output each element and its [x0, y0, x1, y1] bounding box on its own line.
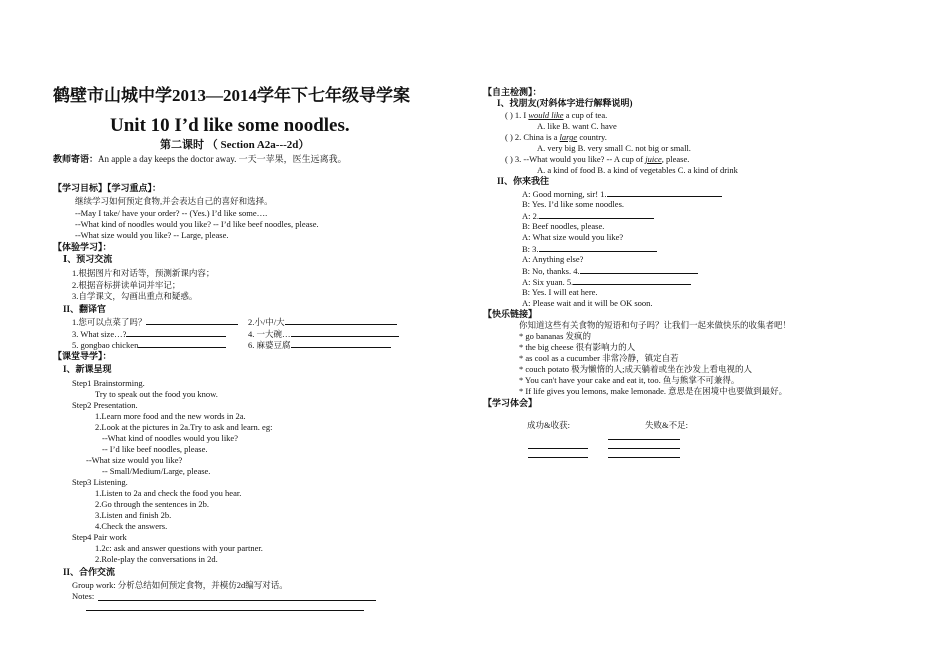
- translate-item: [72, 316, 238, 328]
- happy-item: * the big cheese 很有影响力的人: [519, 342, 636, 352]
- dialogue-line: B: Yes. I will eat here.: [522, 287, 598, 297]
- step-line: 3.Listen and finish 2b.: [95, 510, 172, 520]
- dialogue-line: A: Six yuan. 5.: [522, 276, 691, 288]
- reflection-header: 【学习体会】: [483, 398, 538, 408]
- step-line: 2.Go through the sentences in 2b.: [95, 499, 210, 509]
- answer-blank[interactable]: [291, 339, 391, 348]
- answer-blank[interactable]: [285, 316, 397, 325]
- you-come-header: II、你来我往: [497, 176, 550, 186]
- preview-item: 2.根据音标拼读单词并牢记；: [72, 280, 181, 290]
- answer-blank[interactable]: [607, 188, 722, 197]
- goal-line: --What kind of noodles would you like? -- I’d like beef noodles, please.: [75, 219, 319, 229]
- happy-item: * You can't have your cake and eat it, too. 鱼与熊掌不可兼得。: [519, 375, 740, 385]
- success-label: 成功&收获:: [527, 420, 570, 430]
- selfcheck-header: 【自主检测】：: [483, 87, 542, 97]
- dialogue-line: A: What size would you like?: [522, 232, 624, 242]
- step-line: 2.Role-play the conversations in 2d.: [95, 554, 218, 564]
- step-line: 1.Listen to 2a and check the food you hear.: [95, 488, 242, 498]
- step-line: --What size would you like?: [86, 455, 183, 465]
- dialogue-line: A: Please wait and it will be OK soon.: [522, 298, 653, 308]
- step-line: --What kind of noodles would you like?: [102, 433, 238, 443]
- failure-label: 失败&不足:: [645, 420, 688, 430]
- question-item: [505, 132, 607, 143]
- dialogue-line: B: Beef noodles, please.: [522, 221, 605, 231]
- dialogue-line: A: 2.: [522, 210, 654, 222]
- goal-line: 继续学习如何预定食物,并会表达自己的喜好和选择。: [75, 196, 273, 206]
- experience-header: 【体验学习】：: [53, 242, 112, 252]
- answer-blank[interactable]: [138, 339, 226, 348]
- success-line[interactable]: [528, 448, 588, 449]
- question-stem-end: a cup of tea.: [563, 110, 608, 120]
- dialogue-line: A: Good morning, sir! 1.: [522, 188, 722, 200]
- step-line: 1.Learn more food and the new words in 2a.: [95, 411, 246, 421]
- dialogue-line: B: Yes. I’d like some noodles.: [522, 199, 624, 209]
- step-line: Step1 Brainstorming.: [72, 378, 145, 388]
- translate-item: [72, 339, 226, 351]
- lesson-subtitle: 第二课时 （ Section A2a---2d）: [160, 139, 310, 151]
- step-line: 1.2c: ask and answer questions with your partner.: [95, 543, 263, 553]
- translate-prompt: 2.小/中/大: [248, 317, 285, 327]
- happy-item: * go bananas 发疯的: [519, 331, 592, 341]
- translate-prompt: 6. 麻婆豆腐: [248, 340, 291, 350]
- question-keyword: large: [559, 132, 578, 142]
- failure-line[interactable]: [608, 457, 680, 458]
- question-options: A. a kind of food B. a kind of vegetables C. a kind of drink: [537, 165, 738, 175]
- question-keyword: juice: [645, 154, 662, 164]
- teacher-message: [53, 154, 347, 165]
- preview-header: Ⅰ、预习交流: [63, 254, 113, 264]
- goal-line: --May I take/ have your order? -- (Yes.) I’d like some….: [75, 208, 268, 218]
- group-work: Group work: 分析总结如何预定食物，并模仿2d编写对话。: [72, 580, 288, 590]
- notes-line[interactable]: [86, 610, 364, 611]
- goal-line: --What size would you like? -- Large, please.: [75, 230, 229, 240]
- step-line: -- I’d like beef noodles, please.: [102, 444, 208, 454]
- question-item: [505, 154, 689, 165]
- question-stem: ( ) 1. I: [505, 110, 529, 120]
- step-line: -- Small/Medium/Large, please.: [102, 466, 211, 476]
- question-stem-end: , please.: [661, 154, 690, 164]
- question-item: [505, 110, 607, 121]
- question-options: A. like B. want C. have: [537, 121, 617, 131]
- friends-header: I、找朋友(对斜体字进行解释说明): [497, 98, 633, 108]
- answer-blank[interactable]: [126, 328, 226, 337]
- step-line: Step4 Pair work: [72, 532, 127, 542]
- step-line: Step3 Listening.: [72, 477, 128, 487]
- translate-item: [248, 339, 391, 351]
- new-lesson-header: I、新课呈现: [63, 364, 112, 374]
- unit-title: Unit 10 I’d like some noodles.: [110, 115, 350, 136]
- step-line: 4.Check the answers.: [95, 521, 168, 531]
- success-line[interactable]: [528, 457, 588, 458]
- teacher-message-label: 教师寄语：: [53, 154, 99, 164]
- answer-blank[interactable]: [580, 265, 698, 274]
- translate-item: [248, 316, 397, 328]
- translate-prompt: 4. 一大碗…: [248, 329, 291, 339]
- question-keyword: would like: [528, 110, 564, 120]
- happy-header: 【快乐链接】: [483, 309, 538, 319]
- dialogue-line: B: No, thanks. 4.: [522, 265, 698, 277]
- coop-header: II、合作交流: [63, 567, 116, 577]
- preview-item: 1.根据图片和对话等，预测新课内容；: [72, 268, 215, 278]
- question-stem-end: country.: [577, 132, 607, 142]
- translate-prompt: 1.您可以点菜了吗？: [72, 317, 147, 327]
- translate-prompt: 3. What size…?: [72, 329, 127, 339]
- question-stem: ( ) 2. China is a: [505, 132, 560, 142]
- dialogue-line: A: Anything else?: [522, 254, 584, 264]
- answer-blank[interactable]: [539, 243, 657, 252]
- answer-blank[interactable]: [573, 276, 691, 285]
- class-header: 【课堂导学】：: [53, 351, 112, 361]
- dialogue-line: B: 3.: [522, 243, 657, 255]
- step-line: Try to speak out the food you know.: [95, 389, 218, 399]
- answer-blank[interactable]: [291, 328, 399, 337]
- step-line: Step2 Presentation.: [72, 400, 138, 410]
- notes-line[interactable]: [98, 600, 376, 601]
- failure-line[interactable]: [608, 448, 680, 449]
- answer-blank[interactable]: [539, 210, 654, 219]
- failure-line[interactable]: [608, 439, 680, 440]
- happy-intro: 你知道这些有关食物的短语和句子吗？让我们一起来做快乐的收集者吧！: [519, 320, 792, 330]
- happy-item: * as cool as a cucumber 非常冷静，镇定自若: [519, 353, 679, 363]
- step-line: 2.Look at the pictures in 2a.Try to ask and learn. eg:: [95, 422, 273, 432]
- translate-header: II、翻译官: [63, 304, 107, 314]
- translate-prompt: 5. gongbao chicken: [72, 340, 139, 350]
- teacher-message-text: An apple a day keeps the doctor away. 一天一苹果，医生远离我。: [98, 154, 347, 164]
- preview-item: 3.自学课文，勾画出重点和疑惑。: [72, 291, 198, 301]
- notes-label: Notes:: [72, 591, 95, 601]
- goals-header: 【学习目标】【学习重点】：: [53, 183, 162, 193]
- happy-item: * couch potato 极为懒惰的人;成天躺着或坐在沙发上看电视的人: [519, 364, 753, 374]
- happy-item: * If life gives you lemons, make lemonade. 意思是在困境中也要做到最好。: [519, 386, 788, 396]
- answer-blank[interactable]: [146, 316, 238, 325]
- question-stem: ( ) 3. --What would you like? -- A cup of: [505, 154, 646, 164]
- school-title: 鹤壁市山城中学2013—2014学年下七年级导学案: [53, 86, 410, 105]
- question-options: A. very big B. very small C. not big or small.: [537, 143, 691, 153]
